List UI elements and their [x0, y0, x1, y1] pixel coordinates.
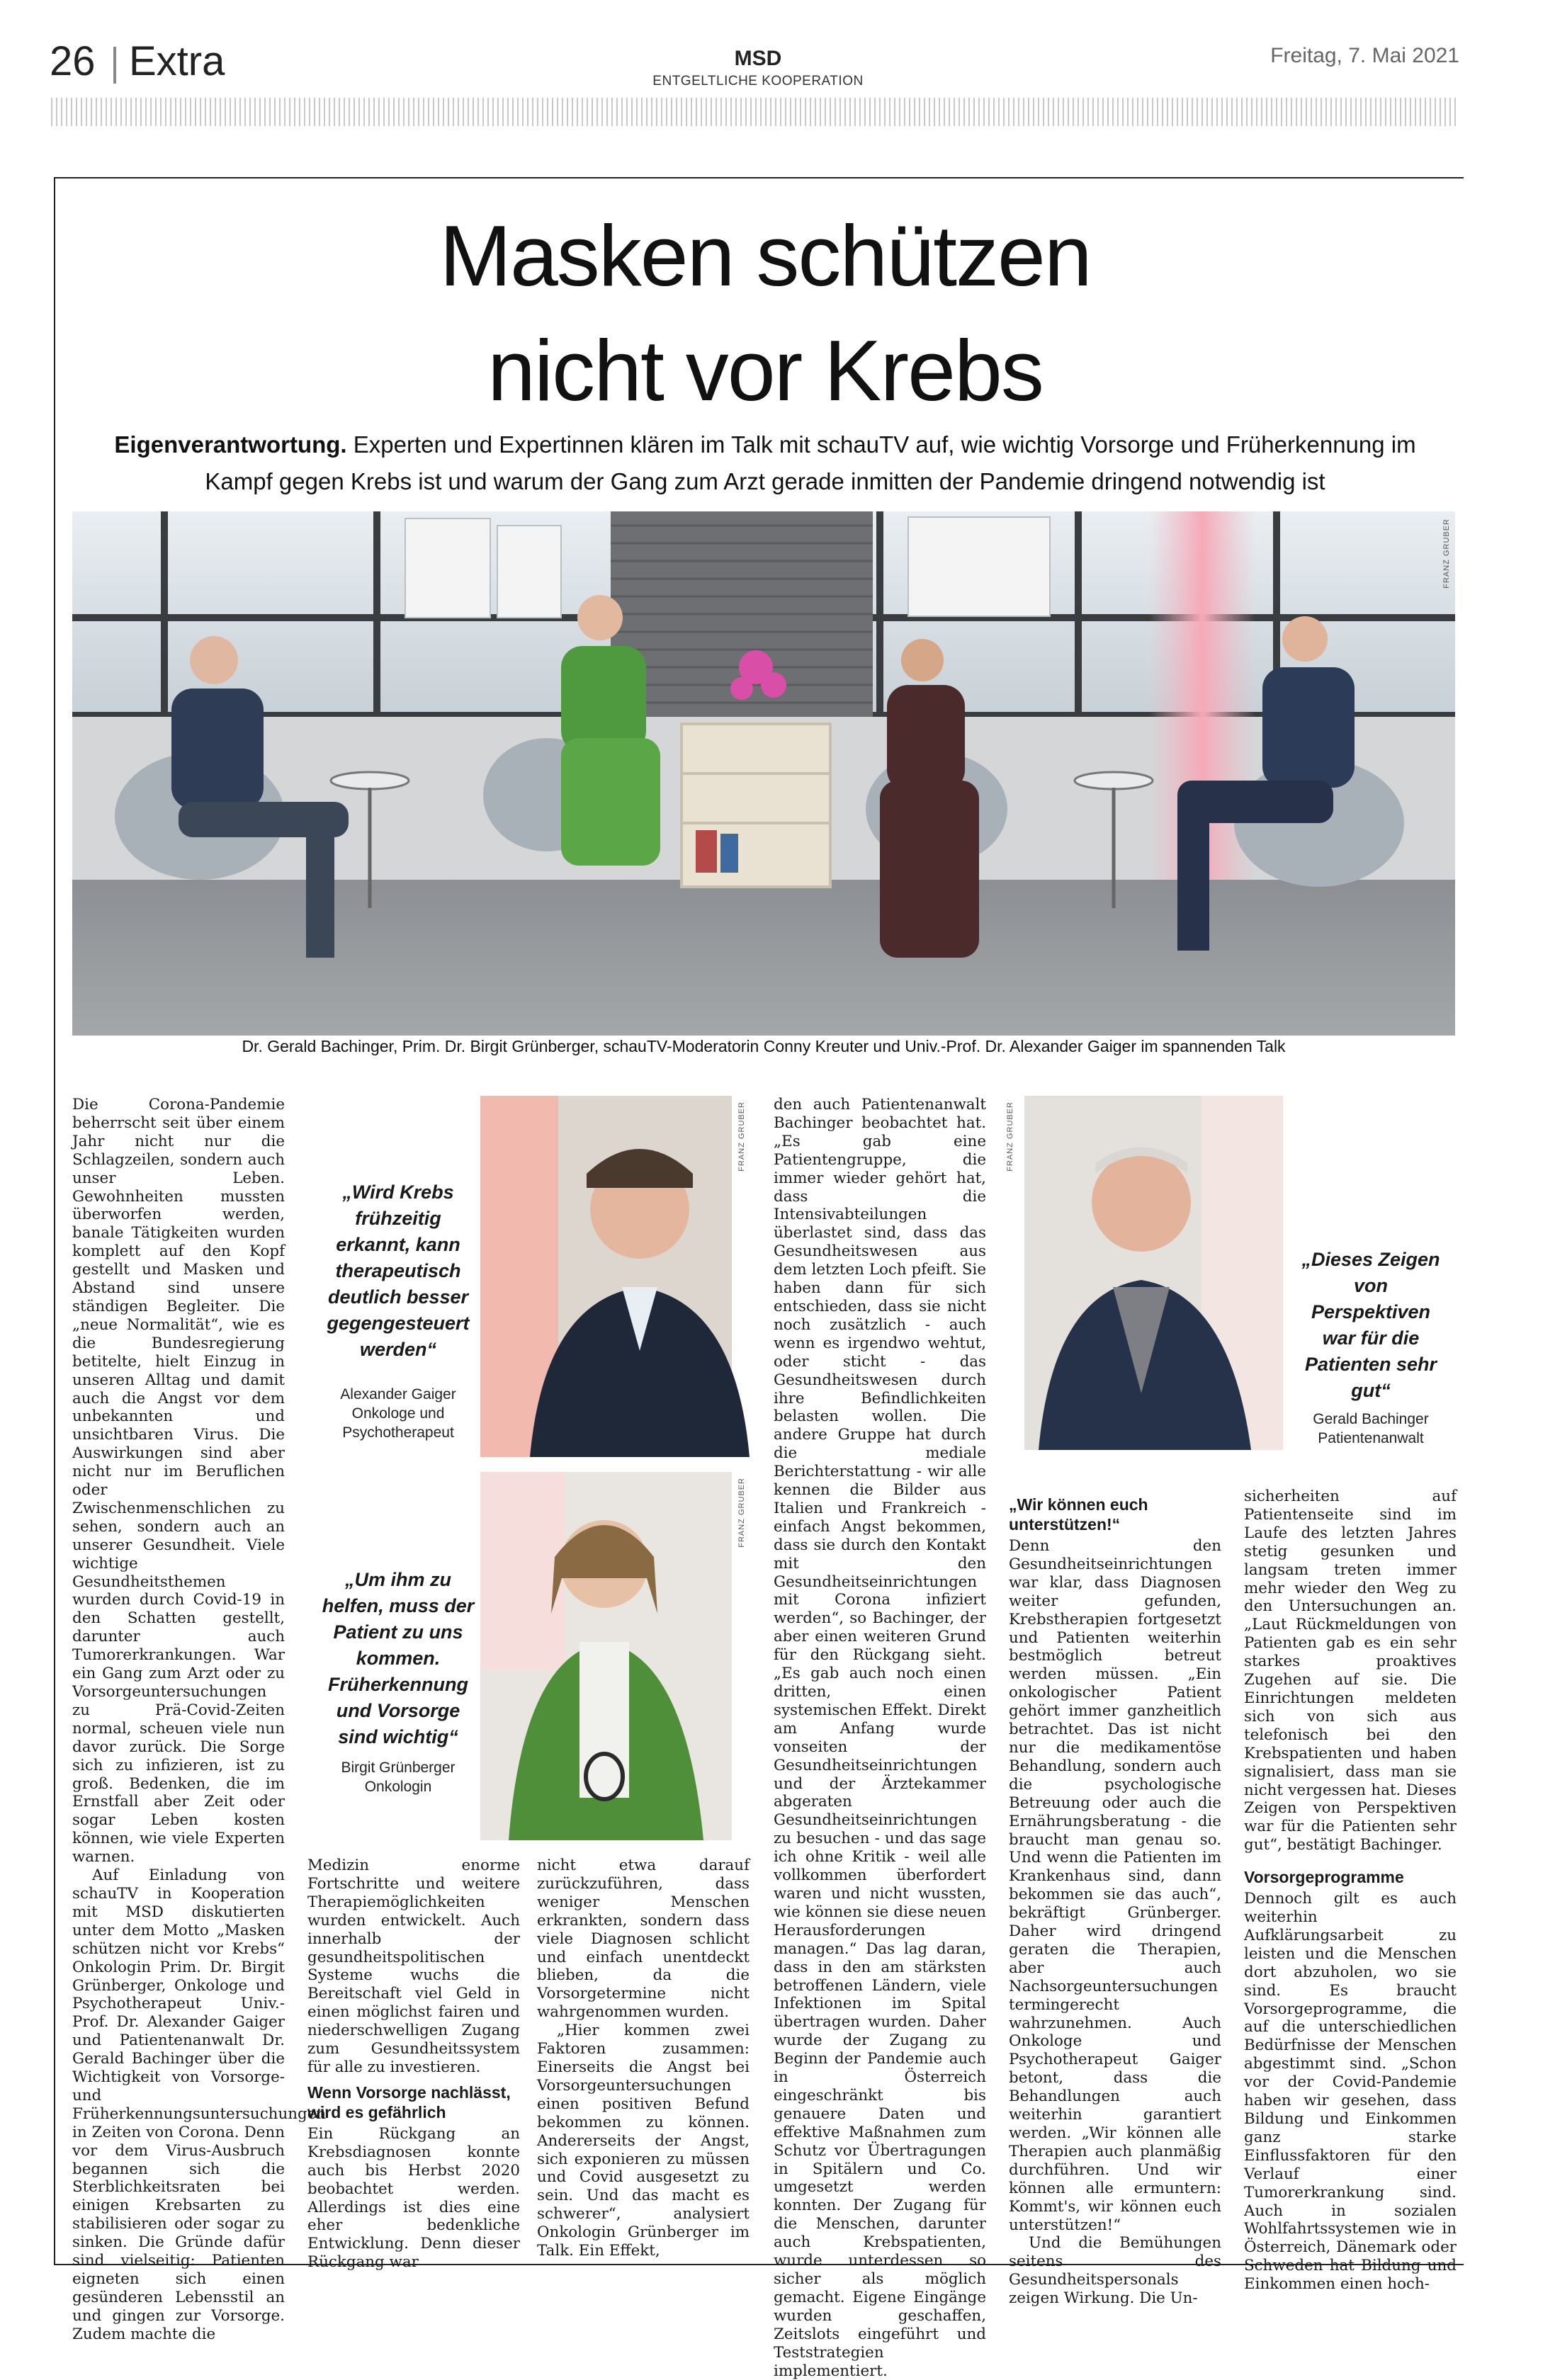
subtitle-line-1: Experten und Expertinnen klären im Talk mit schauTV auf, wie wichtig Vorsorge und Früherkennung im — [353, 431, 1416, 458]
brand-label: MSD — [734, 47, 782, 70]
paragraph: „Hier kommen zwei Faktoren zusammen: Einerseits die Angst bei Vorsorgeuntersuchungen einen positiven Befund bekommen zu können. Andererseits der Angst, sich exponieren zu müssen und Covid ausgesetzt zu sein. Und das macht es schwerer“, analysiert Onkologin Grünberger im Talk. Ein Effekt, — [537, 2022, 750, 2260]
paragraph: nicht etwa darauf zurückzuführen, dass weniger Menschen erkrankten, sondern dass viele Diagnosen schlicht und einfach unentdeckt blieben, da die Vorsorgetermine nicht wahrgenommen wurden. — [537, 1857, 750, 2022]
portrait-photo-gruenberger — [480, 1472, 746, 1840]
header-divider — [113, 47, 116, 84]
article-subtitle — [85, 426, 1445, 500]
section-heading: Wenn Vorsorge nachlässt, wird es gefährlich — [307, 2082, 511, 2121]
photo-caption: Dr. Gerald Bachinger, Prim. Dr. Birgit Grünberger, schauTV-Moderatorin Conny Kreuter und Univ.-Prof. Dr. Alexander Gaiger im spannenden Talk — [242, 1037, 1286, 1055]
pull-quote-bachinger: „Dieses Zeigen von Perspektiven war für die Patienten sehr gut“ — [1301, 1249, 1440, 1401]
quote-author-name: Alexander Gaiger — [340, 1386, 456, 1402]
text-column-5 — [1009, 1495, 1221, 2308]
paragraph: den auch Patientenanwalt Bachinger beobachtet hat. „Es gab eine Patientengruppe, die immer wieder gehört hat, dass die Intensivabteilungen überlastet sind, dass das Gesundheitswesen aus dem letzten Loch pfeift. Sie haben dann für sich entschieden, dass sie nicht noch zusätzlich - auch wenn es irgendwo wehtut, oder sticht - das Gesundheitswesen durch ihre Befindlichkeiten belasten wollen. Die andere Gruppe hat durch die mediale Berichterstattung - wir alle kennen die Bilder aus Italien und Frankreich - einfach Angst bekommen, dass sie durch den Kontakt mit den Gesundheitseinrichtungen mit Corona infiziert werden“, so Bachinger, der aber einen weiteren Grund für den Rückgang sieht. „Es gab auch noch einen dritten, einen systemischen Effekt. Direkt am Anfang wurde vonseiten der Gesundheitseinrichtungen und der Ärztekammer abgeraten Gesundheitseinrichtungen zu besuchen - und das sage ich ohne Kritik - weil alle vollkommen überfordert waren und nicht wussten, wie können sie diese neuen Herausforderungen managen.“ Das lag daran, dass in den am stärksten betroffenen Ländern, viele Infektionen im Spital übertragen wurden. Daher wurde der Zugang zu Beginn der Pandemie auch in Österreich eingeschränkt bis genauere Daten und effektive Maßnahmen zum Schutz vor Übertragungen in Spitälern und Co. umgesetzt werden konnten. Der Zugang für die Menschen, darunter auch Krebspatienten, wurde unterdessen so sicher als möglich gemacht. Eigene Eingänge wurden geschaffen, Zeitslots eingeführt und Teststrategien implementiert. — [774, 1096, 986, 2380]
quote-author-name: Birgit Grünberger — [341, 1760, 456, 1776]
cooperation-label: ENTGELTLICHE KOOPERATION — [652, 74, 864, 89]
paragraph: Ein Rückgang an Krebsdiagnosen konnte auch bis Herbst 2020 beobachtet werden. Allerdings ist dies eine eher bedenkliche Entwicklung. Denn dieser Rückgang war — [307, 2124, 520, 2272]
quote-author-gaiger — [320, 1385, 476, 1442]
quote-author-role: Onkologe und — [351, 1405, 445, 1422]
section-name: Extra — [129, 38, 225, 84]
paragraph: sicherheiten auf Patientenseite sind im Laufe des letzten Jahres stetig gesunken und langsam treten immer mehr wieder den Weg zu den Untersuchungen an. „Laut Rückmeldungen von Patienten gab es ein sehr starkes proaktives Zugehen auf sie. Die Einrichtungen meldeten sich von sich aus telefonisch bei den Krebspatienten und haben signalisiert, dass man sie nicht vergessen hat. Dieses Zeigen von Perspektiven war für die Patienten sehr gut“, bestätigt Bachinger. — [1244, 1488, 1457, 1854]
portrait-photo-gaiger — [480, 1096, 746, 1457]
text-column-3 — [537, 1857, 750, 2260]
header-stripe — [51, 98, 1459, 126]
subtitle-line-2: Kampf gegen Krebs ist und warum der Gang zum Arzt gerade inmitten der Pandemie dringend notwendig ist — [205, 468, 1325, 494]
portrait-gaiger-illustration — [480, 1096, 732, 1457]
quote-author-bachinger — [1296, 1410, 1445, 1448]
portrait-gruenberger-illustration — [480, 1472, 732, 1840]
paragraph: Und die Bemühungen seitens des Gesundheitspersonals zeigen Wirkung. Die Un- — [1009, 2234, 1221, 2308]
quote-author-role: Patientenanwalt — [1318, 1430, 1424, 1446]
issue-date: Freitag, 7. Mai 2021 — [1270, 44, 1459, 67]
paragraph: Dennoch gilt es auch weiterhin Aufklärungsarbeit zu leisten und die Menschen dort abzuholen, wo sie sind. Es braucht Vorsorgeprogramme, die auf die unterschiedlichen Bedürfnisse der Menschen abgestimmt sind. „Schon vor der Covid-Pandemie haben wir gesehen, dass Bildung und Einkommen ganz starke Einflussfaktoren für den Verlauf einer Tumorerkrankung sind. Auch in sozialen Wohlfahrtssystemen wie in Österreich, Dänemark oder Schweden hat Bildung und Einkommen einen hoch- — [1244, 1890, 1457, 2294]
section-heading: „Wir können euch unterstützen!“ — [1009, 1495, 1148, 1534]
section-heading: Vorsorgeprogramme — [1244, 1868, 1404, 1887]
portrait-bachinger-illustration — [1024, 1096, 1283, 1450]
text-column-6 — [1244, 1488, 1457, 2294]
quote-author-name: Gerald Bachinger — [1313, 1411, 1429, 1427]
pull-quote-gruenberger: „Um ihm zu helfen, muss der Patient zu uns kommen. Früherkennung und Vorsorge sind wichtig“ — [322, 1569, 475, 1747]
quote-author-role: Psychotherapeut — [342, 1424, 454, 1441]
portrait-photo-bachinger — [1006, 1096, 1283, 1450]
text-column-2 — [307, 1857, 520, 2272]
text-column-1 — [72, 1096, 327, 2344]
main-talk-photo — [72, 511, 1455, 1036]
article-title — [142, 198, 1389, 428]
paragraph: Medizin enorme Fortschritte und weitere Therapiemöglichkeiten wurden entwickelt. Auch innerhalb der gesundheitspolitischen Systeme wuchs die Bereitschaft viel Geld in einen möglichst fairen und niederschwelligen Zugang zum Gesundheitssystem für alle zu investieren. — [307, 1857, 520, 2076]
pull-quote-gaiger: „Wird Krebs frühzeitig erkannt, kann therapeutisch deutlich besser gegengesteuert werden“ — [327, 1182, 470, 1360]
quote-author-role: Onkologin — [364, 1779, 432, 1795]
talk-scene-illustration — [72, 511, 1455, 1036]
kicker: Eigenverantwortung. — [114, 431, 347, 458]
title-line-1: Masken schützen — [439, 208, 1091, 304]
photo-credit: FRANZ GRUBER — [1006, 1101, 1014, 1172]
paragraph: Die Corona-Pandemie beherrscht seit über einem Jahr nicht nur die Schlagzeilen, sondern auch unser Leben. Gewohnheiten mussten überworfen werden, banale Tätigkeiten wurden komplett auf den Kopf gestellt und Masken und Abstand sind unsere ständigen Begleiter. Die „neue Normalität“, wie es die Bundesregierung betitelte, hielt Einzug in unseren Alltag und damit auch die Angst vor dem unbekannten und unsichtbaren Virus. Die Auswirkungen sind aber nicht nur im Beruflichen oder Zwischenmenschlichen zu sehen, sondern auch an unserer Gesundheit. Viele wichtige Gesundheitsthemen wurden durch Covid-19 in den Schatten gestellt, darunter auch Tumorerkrankungen. War ein Gang zum Arzt oder zu Vorsorgeuntersuchungen zu Prä-Covid-Zeiten normal, scheuen viele nun davor zurück. Die Sorge sich zu infizieren, ist zu groß. Bedenken, die im Ernstfall aber Zeit oder sogar Leben kosten können, wie viele Experten warnen. — [72, 1096, 285, 1866]
paragraph: Denn den Gesundheitseinrichtungen war klar, dass Diagnosen weiter gefunden, Krebstherapien fortgesetzt und Patienten weiterhin bestmöglich betreut werden müssen. „Ein onkologischer Patient gehört immer ganzheitlich betrachtet. Das ist nicht nur die medikamentöse Behandlung, sondern auch die psychologische Betreuung oder auch die Ernährungsberatung - die braucht man genau so. Und wenn die Patienten im Krankenhaus sind, dann bekommen sie das auch“, bekräftigt Grünberger. Daher wird dringend geraten die Therapien, aber auch Nachsorgeuntersuchungen termingerecht wahrzunehmen. Auch Onkologe und Psychotherapeut Gaiger betont, dass die Behandlungen auch weiterhin garantiert werden. „Wir können alle Therapien auch planmäßig durchführen. Und wir können alle ermuntern: Kommt's, wir können euch unterstützen!“ — [1009, 1537, 1221, 2234]
photo-credit: FRANZ GRUBER — [737, 1478, 746, 1548]
paragraph: Auf Einladung von schauTV in Kooperation mit MSD diskutierten unter dem Motto „Masken schützen nicht vor Krebs“ Onkologin Prim. Dr. Birgit Grünberger, Onkologe und Psychotherapeut Univ.-Prof. Dr. Alexander Gaiger und Patientenanwalt Dr. Gerald Bachinger über die Wichtigkeit von Vorsorge- und Früherkennungsuntersuchungen in Zeiten von Corona. Denn vor dem Virus-Ausbruch begannen sich die Sterblichkeitsraten bei einigen Krebsarten zu stabilisieren oder sogar zu sinken. Die Gründe dafür sind vielseitig: Patienten eigneten sich einen gesünderen Lebensstil an und gingen zur Vorsorge. Zudem machte die — [72, 1866, 327, 2343]
photo-credit: FRANZ GRUBER — [737, 1101, 746, 1172]
page-number: 26 — [50, 38, 96, 84]
quote-author-gruenberger — [320, 1758, 476, 1796]
text-column-4 — [774, 1096, 986, 2380]
title-line-2: nicht vor Krebs — [487, 322, 1043, 419]
photo-credit: FRANZ GRUBER — [1442, 518, 1451, 589]
